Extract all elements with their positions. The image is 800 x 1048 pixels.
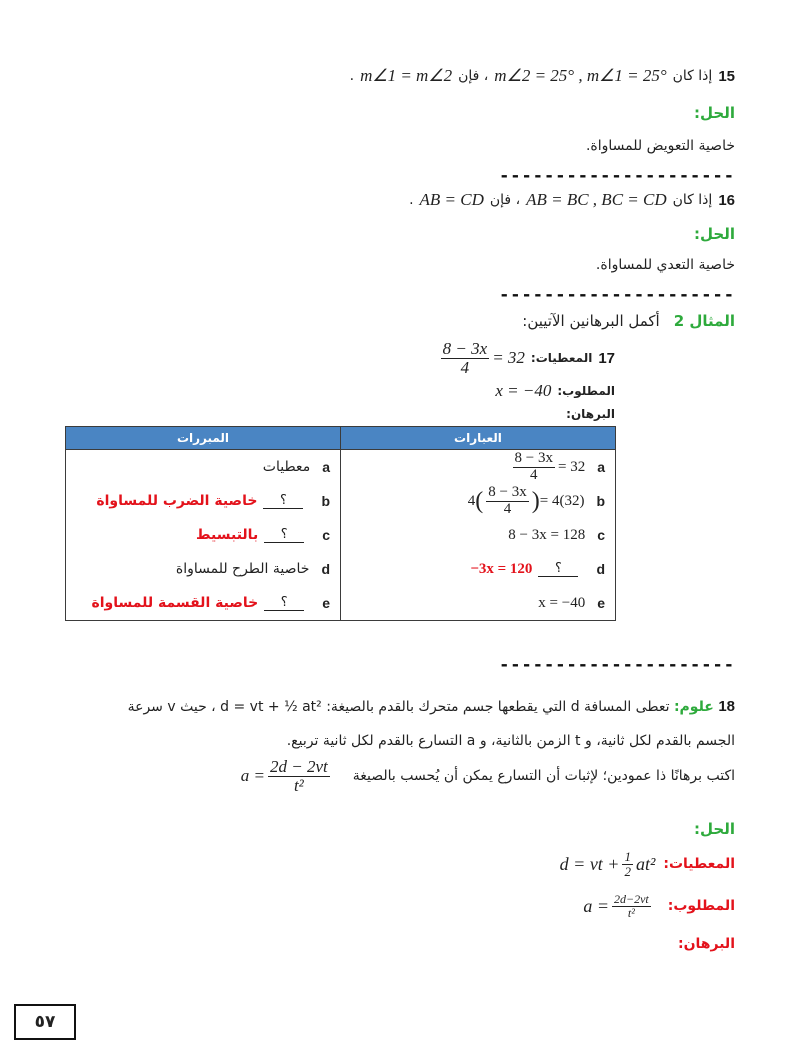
- given-denominator: 4: [460, 357, 470, 377]
- required-label: المطلوب:: [667, 898, 735, 915]
- statement-answer: −3x = 120: [470, 560, 533, 577]
- proof-table: [65, 426, 616, 621]
- question-16: [55, 190, 735, 210]
- question-18-line-1: [45, 690, 735, 724]
- solution-text: خاصية التعدي للمساواة.: [595, 257, 735, 273]
- solution-label: الحل:: [694, 225, 735, 243]
- acceleration-formula: a = $\frac{2d - 2vt}{\text{t²}}$: [240, 757, 328, 795]
- question-number: 16: [718, 191, 735, 209]
- reason-row-e: e ؟ خاصية القسمة للمساواة: [91, 595, 330, 611]
- given-rhs: = 32: [492, 348, 525, 368]
- statement-row-c: c 8 − 3x = 128: [508, 526, 605, 543]
- solution-required: [583, 893, 735, 919]
- solution-label: الحل:: [694, 104, 735, 122]
- subject-label: علوم:: [673, 699, 714, 715]
- question-end: .: [349, 68, 355, 84]
- required-equation: a = $\frac{2d-2vt}{\text{t²}}$: [583, 892, 649, 920]
- question-17-given: [438, 340, 615, 377]
- reason-row-d: d خاصية الطرح للمساواة: [175, 561, 330, 577]
- solution-given: [560, 850, 735, 878]
- given-equation: d = vt + $\frac{1}{2}$ at²: [559, 849, 656, 879]
- page-number: ٥٧: [34, 1012, 56, 1032]
- given-numerator: 8 − 3x: [442, 339, 488, 358]
- required-label: المطلوب:: [557, 384, 615, 398]
- question-prefix: إذا كان: [672, 192, 713, 208]
- conclusion-math: m∠1 = m∠2: [360, 66, 453, 85]
- page-number-box: [14, 1004, 76, 1040]
- divider: ---------------------: [499, 166, 735, 186]
- reasons-header: المبررات: [66, 427, 341, 450]
- reason-answer: خاصية القسمة للمساواة: [91, 595, 259, 611]
- reason-row-b: b ؟ خاصية الضرب للمساواة: [96, 493, 330, 509]
- given-math: m∠2 = 25° , m∠1 = 25°: [494, 66, 667, 85]
- reason-answer: بالتبسيط: [196, 527, 259, 543]
- divider: ---------------------: [499, 285, 735, 305]
- line-3: اكتب برهانًا ذا عمودين؛ لإثبات أن التسارع يمكن أن يُحسب بالصيغة: [352, 768, 735, 785]
- statement-row-b: b 4 ( $\frac{8 - 3x}{4}$ ) = 4(32): [467, 483, 605, 517]
- statement-row-e: e x = −40: [538, 594, 605, 611]
- reason-row-a: a معطيات: [262, 459, 330, 475]
- statement-row-a: a $\frac{8 - 3x}{4}$ = 32: [514, 449, 605, 483]
- example-text: أكمل البرهانين الآتيين:: [522, 312, 660, 330]
- question-number: 15: [718, 67, 735, 85]
- question-end: .: [409, 192, 414, 208]
- reason-row-c: c ؟ بالتبسيط: [196, 527, 330, 543]
- solution-label: الحل:: [694, 820, 735, 838]
- given-math: AB = BC , BC = CD: [526, 190, 667, 209]
- conclusion-math: AB = CD: [419, 190, 484, 209]
- reason-answer: خاصية الضرب للمساواة: [96, 493, 258, 509]
- question-middle: ، فإن: [458, 68, 489, 84]
- proof-label: البرهان:: [566, 407, 615, 421]
- statements-header: العبارات: [341, 427, 616, 450]
- required-math: x = −40: [495, 381, 552, 400]
- question-18: [45, 690, 735, 795]
- given-label: المعطيات:: [663, 856, 735, 873]
- question-number: 18: [718, 698, 735, 715]
- statements-column: [341, 450, 616, 621]
- line-2: الجسم بالقدم لكل ثانية، و t الزمن بالثانية، و a التسارع بالقدم لكل ثانية تربيع.: [286, 733, 735, 749]
- line-1: تعطى المسافة d التي يقطعها جسم متحرك بالقدم بالصيغة: d = vt + ½ at² ، حيث v سرعة: [127, 699, 670, 715]
- question-15: [55, 66, 735, 86]
- question-middle: ، فإن: [489, 192, 521, 208]
- reasons-column: [66, 450, 341, 621]
- question-18-line-3: [45, 758, 735, 795]
- divider: ---------------------: [499, 655, 735, 675]
- example-header: [522, 312, 735, 330]
- solution-text: خاصية التعويض للمساواة.: [585, 138, 735, 154]
- question-17-required: [495, 381, 615, 401]
- example-label: المثال 2: [673, 312, 735, 330]
- given-equation: [438, 340, 525, 377]
- statement-row-d: d ؟ −3x = 120: [470, 560, 605, 577]
- question-number: 17: [598, 349, 615, 367]
- given-label: المعطيات:: [530, 351, 593, 366]
- proof-label: البرهان:: [678, 936, 735, 952]
- question-prefix: إذا كان: [672, 68, 713, 84]
